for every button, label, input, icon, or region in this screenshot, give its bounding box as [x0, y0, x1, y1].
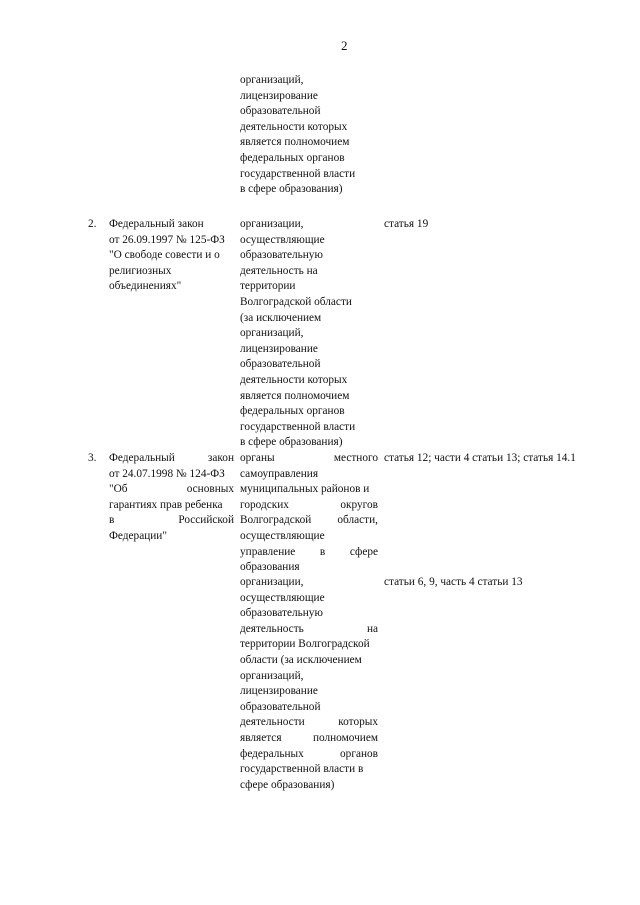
- text-line: от 24.07.1998 № 124-ФЗ: [109, 467, 225, 480]
- text-line: "Об основных: [109, 483, 234, 496]
- text-line: области (за исключением: [240, 653, 362, 666]
- text-line: гарантиях прав ребенка: [109, 498, 223, 511]
- text-line: осуществляющие: [240, 591, 325, 604]
- text-line: лицензирование: [240, 342, 318, 355]
- law-name: [109, 217, 234, 295]
- text-line: от 26.09.1997 № 125-ФЗ: [109, 233, 225, 246]
- text-line: религиозных: [109, 264, 172, 277]
- law-name: [109, 451, 234, 545]
- text-line: образования: [240, 561, 300, 574]
- text-line: Федеральный закон: [109, 452, 234, 464]
- text-line: в сфере образования): [240, 183, 343, 196]
- row-number: 3.: [88, 452, 97, 464]
- text-line: деятельность на: [240, 622, 378, 635]
- text-line: образовательной: [240, 358, 321, 371]
- text-line: является полномочием: [240, 136, 350, 149]
- text-line: образовательной: [240, 105, 321, 118]
- text-line: является полномочием: [240, 731, 378, 744]
- text-line: федеральных органов: [240, 405, 345, 418]
- text-line: образовательную: [240, 249, 323, 262]
- text-line: осуществляющие: [240, 233, 325, 246]
- text-line: деятельность на: [240, 264, 318, 277]
- text-line: объединениях": [109, 280, 182, 293]
- text-line: федеральных органов: [240, 747, 378, 760]
- subject-organizations: [240, 575, 378, 793]
- text-line: управление в сфере: [240, 545, 378, 558]
- text-line: лицензирование: [240, 89, 318, 102]
- text-line: государственной власти в: [240, 763, 364, 776]
- text-line: в Российской: [109, 514, 234, 527]
- text-line: территории Волгоградской: [240, 638, 370, 651]
- text-line: самоуправления: [240, 467, 319, 480]
- text-line: государственной власти: [240, 420, 356, 433]
- text-line: городских округов: [240, 498, 378, 511]
- text-line: органы местного: [240, 452, 378, 464]
- text-line: муниципальных районов и: [240, 483, 370, 496]
- text-line: (за исключением: [240, 311, 322, 324]
- text-line: в сфере образования): [240, 436, 343, 449]
- text-line: является полномочием: [240, 389, 350, 402]
- text-line: государственной власти: [240, 167, 356, 180]
- text-line: территории: [240, 280, 296, 293]
- articles-cell: статья 12; части 4 статьи 13; статья 14.1: [384, 452, 576, 464]
- text-line: деятельности которых: [240, 120, 348, 133]
- text-line: Федерации": [109, 529, 167, 542]
- text-line: организации,: [240, 576, 304, 588]
- text-line: деятельности которых: [240, 373, 348, 386]
- text-line: сфере образования): [240, 778, 335, 791]
- text-line: Федеральный закон: [109, 218, 204, 230]
- text-line: осуществляющие: [240, 529, 325, 542]
- text-line: деятельности которых: [240, 716, 378, 729]
- text-line: организаций,: [240, 669, 304, 682]
- articles-cell: статьи 6, 9, часть 4 статьи 13: [384, 576, 523, 588]
- text-line: организаций,: [240, 327, 304, 340]
- text-line: "О свободе совести и о: [109, 249, 220, 262]
- text-line: образовательной: [240, 700, 321, 713]
- text-line: образовательную: [240, 607, 323, 620]
- text-line: лицензирование: [240, 685, 318, 698]
- text-line: Волгоградской области: [240, 295, 352, 308]
- subject-local-government: [240, 451, 378, 576]
- text-line: организации,: [240, 218, 304, 230]
- row-number: 2.: [88, 218, 97, 230]
- text-line: федеральных органов: [240, 151, 345, 164]
- text-line: Волгоградской области,: [240, 514, 378, 527]
- continuation-subject: [240, 73, 378, 198]
- articles-cell: статья 19: [384, 218, 429, 230]
- page-number: 2: [341, 38, 348, 53]
- text-line: организаций,: [240, 74, 304, 86]
- subject-organizations: [240, 217, 378, 451]
